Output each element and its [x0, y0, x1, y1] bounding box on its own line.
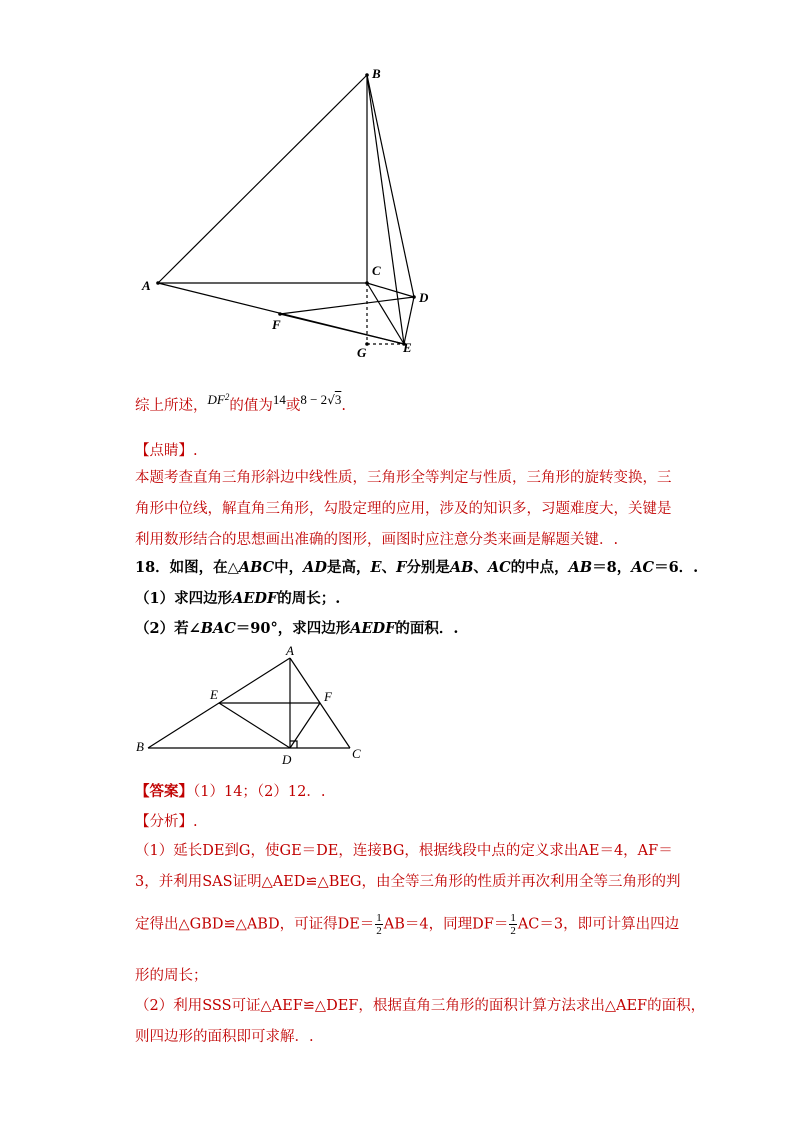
stem-text: ＝8，	[592, 559, 632, 576]
stem-text: 是高，	[327, 559, 371, 576]
problem-18-question-2	[135, 617, 458, 638]
triangle-abc: ABC	[238, 559, 275, 576]
stem-text: 中，	[274, 559, 304, 576]
question-text: 的面积．.	[395, 620, 459, 637]
geometry-figure-2	[0, 640, 800, 775]
stem-text: ＝6．.	[654, 559, 699, 576]
value-14: 14	[272, 392, 286, 407]
question-text: （1）求四边形	[135, 590, 233, 607]
stem-text: 18．如图，在△	[135, 559, 239, 576]
stem-text: 的中点，	[510, 559, 569, 576]
value-expression: 8 − 2	[300, 392, 328, 407]
answer-line	[135, 780, 325, 801]
analysis-line-2: 3，并利用SAS证明△AED≌△BEG，由全等三角形的性质并再次利用全等三角形的判	[135, 874, 681, 890]
fraction-denominator: 2	[376, 925, 382, 937]
question-text: 的周长；.	[277, 590, 341, 607]
fraction-denominator: 2	[510, 925, 516, 937]
stem-text: 、	[381, 559, 397, 576]
dianjing-header: 【点睛】.	[135, 443, 198, 459]
segment-ab-name: AB	[449, 559, 474, 576]
stem-text: 分别是	[406, 559, 450, 576]
analysis-text: AC＝3，即可计算出四边	[517, 916, 680, 933]
answer-header: 【答案】	[135, 783, 193, 800]
sqrt-symbol: √	[327, 393, 335, 407]
dianjing-line-1: 本题考查直角三角形斜边中线性质，三角形全等判定与性质，三角形的旋转变换，三	[135, 470, 672, 486]
point-label-c: C	[352, 746, 361, 761]
analysis-line-3	[135, 912, 679, 937]
answer-text: （1）14；（2）12．.	[193, 784, 326, 800]
df-symbol: DF	[207, 392, 225, 407]
segment-ab	[158, 75, 367, 283]
question-text: （2）若∠	[135, 620, 201, 637]
point-e-name: E	[370, 559, 382, 576]
point-label-f: F	[272, 317, 281, 332]
segment-ac-name: AC	[631, 559, 655, 576]
problem-18-question-1	[135, 587, 340, 608]
fraction-numerator: 1	[510, 912, 516, 924]
analysis-line-6: 则四边形的面积即可求解．.	[135, 1029, 314, 1045]
segment-de	[404, 297, 414, 344]
segment-ad-name: AD	[303, 559, 327, 576]
dianjing-line-2: 角形中位线，解直角三角形，勾股定理的应用，涉及的知识多，习题难度大，关键是	[135, 501, 672, 517]
segment-be	[367, 75, 404, 344]
segment-ed	[219, 703, 290, 748]
stem-text: 、	[473, 559, 488, 576]
point-label-g: G	[357, 345, 367, 360]
point-label-e: E	[210, 687, 218, 702]
point-label-c: C	[372, 263, 381, 278]
df-exponent: 2	[224, 392, 230, 403]
point-label-a: A	[142, 278, 151, 293]
point-label-f: F	[324, 689, 332, 704]
segment-fd	[280, 297, 414, 314]
analysis-text: AB＝4，同理DF＝	[383, 916, 509, 933]
fraction-one-half	[509, 912, 517, 937]
point-f-name: F	[396, 559, 407, 576]
analysis-line-5: （2）利用SSS可证△AEF≌△DEF，根据直角三角形的面积计算方法求出△AEF的面积，	[135, 998, 706, 1014]
point-label-a: A	[286, 643, 294, 658]
angle-bac: BAC	[200, 620, 236, 637]
geometry-figure-1	[0, 0, 800, 380]
point-label-e: E	[403, 340, 412, 355]
point-label-d: D	[282, 752, 292, 767]
conclusion-prefix: 综上所述，	[135, 398, 208, 414]
conclusion-suffix: .	[341, 398, 346, 414]
dianjing-line-3: 利用数形结合的思想画出准确的图形，画图时应注意分类来画是解题关键．.	[135, 532, 619, 548]
analysis-text: 定得出△GBD≌△ABD，可证得DE＝	[135, 916, 375, 933]
conclusion-middle: 的值为	[229, 398, 273, 414]
segment-fe	[280, 314, 404, 344]
fraction-numerator: 1	[376, 912, 382, 924]
conclusion-line	[135, 394, 346, 415]
point-label-d: D	[419, 290, 429, 305]
problem-18-stem	[135, 556, 698, 577]
conclusion-or: 或	[285, 398, 301, 414]
point-label-b: B	[136, 739, 144, 754]
point-label-b: B	[372, 66, 381, 81]
fraction-one-half	[375, 912, 383, 937]
question-text: ＝90°，求四边形	[235, 620, 351, 637]
quad-aedf: AEDF	[350, 620, 396, 637]
sqrt-radicand: 3	[334, 392, 342, 407]
quad-aedf: AEDF	[232, 590, 278, 607]
analysis-line-4: 形的周长；	[135, 968, 208, 984]
analysis-line-1: （1）延长DE到G，使GE＝DE，连接BG，根据线段中点的定义求出AE＝4，AF＝	[135, 843, 673, 859]
segment-ab-name: AB	[568, 559, 593, 576]
segment-ac-name: AC	[487, 559, 511, 576]
analysis-header: 【分析】.	[135, 814, 198, 830]
